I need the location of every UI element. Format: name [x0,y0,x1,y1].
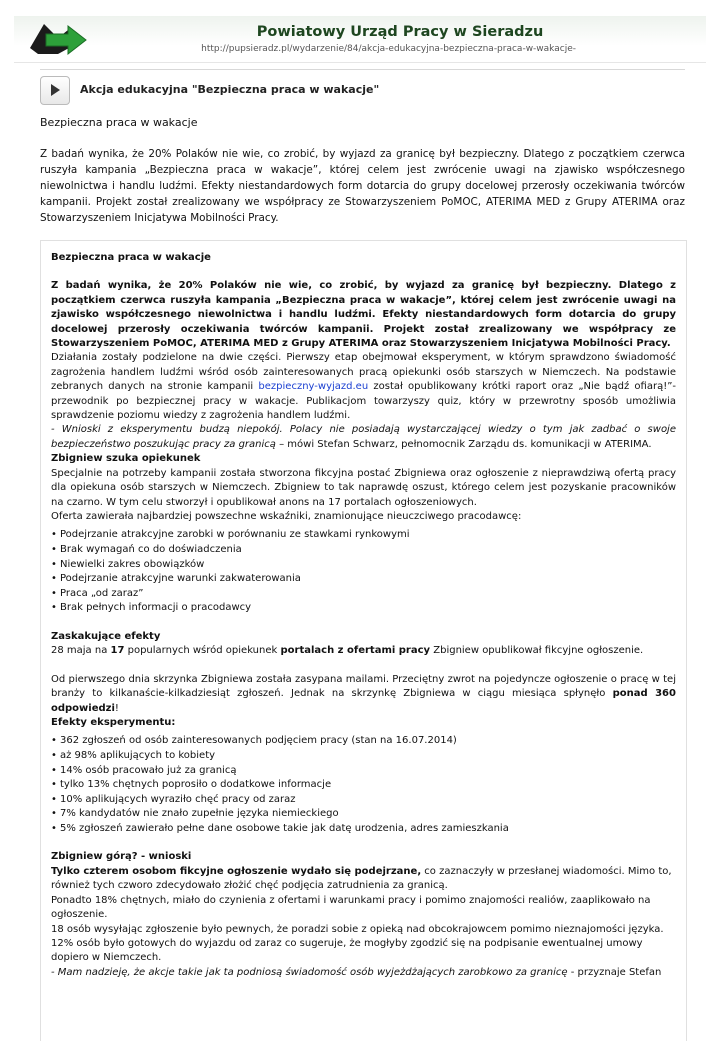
play-button[interactable] [40,76,70,105]
list-item: • tylko 13% chętnych poprosiło o dodatkowe informacje [51,778,676,793]
paragraph: Tylko czterem osobom fikcyjne ogłoszenie wydało się podejrzane, co zaznaczyły w przesłanej wiadomości. Mimo to, również tych czworo zdecydowało złożić chęć podjęcia zatrudnienia za granicą. [51,865,672,892]
list-item: • Podejrzanie atrakcyjne zarobki w porównaniu ze stawkami rynkowymi [51,528,676,543]
paragraph: 12% osób było gotowych do wyjazdu od zaraz co sugeruje, że mogłyby zgodzić się na podpisanie ewentualnej umowy dopiero w Niemczech. [51,937,643,964]
article-title: Akcja edukacyjna "Bezpieczna praca w wakacje" [80,83,380,96]
list-item: • 7% kandydatów nie znało zupełnie języka niemieckiego [51,807,676,822]
section-heading: Efekty eksperymentu: [51,716,176,728]
quote: - Mam nadzieję, że akcje takie jak ta podniosą świadomość osób wyjeżdżających zarobkowo za granicę - przyznaje Stefan [51,966,662,978]
list-item: • aż 98% aplikujących to kobiety [51,749,676,764]
article-content-box [40,240,687,1041]
site-title: Powiatowy Urząd Pracy w Sieradzu [256,24,544,40]
quote: - Wnioski z eksperymentu budzą niepokój. Polacy nie posiadają wystarczającej wiedzy o tym jak zadbać o swoje bezpieczeństwo poszukując pracy za granicą – mówi Stefan Schwarz, pełnomocnik Zarządu ds. komunikacji w ATERIMA. [51,424,676,450]
paragraph: 18 osób wysyłając zgłoszenie było pewnych, że poradzi sobie z opieką nad obcokrajowcem pomimo nieznajomości języka. [51,923,664,935]
paragraph: Działania zostały podzielone na dwie części. Pierwszy etap obejmował eksperyment, w którym sprawdzono świadomość zagrożenia handlem ludźmi wśród osób zainteresowanych pracą opiekunki osób starszych w Niemczech. Na podstawie zebranych danych na stronie kampanii bezpieczny-wyjazd.eu został opublikowany krótki raport oraz „Nie bądź ofiarą!”- przewodnik po bezpiecznej pracy w wakacje. Publikacjom towarzyszy quiz, który w przewrotny sposób umożliwia sprawdzenie poziomu wiedzy z zagrożenia handlem ludźmi. [51,352,676,422]
content-heading: Bezpieczna praca w wakacje [51,252,211,263]
paragraph: Oferta zawierała najbardziej powszechne wskaźniki, znamionujące nieuczciwego pracodawcę: [51,510,522,522]
paragraph: Specjalnie na potrzeby kampanii została stworzona fikcyjna postać Zbigniewa oraz ogłoszenie z nieprawdziwą ofertą pracy dla opiekuna osób starszych w Niemczech. Zbigniew to tak naprawdę oszust, którego celem jest pozyskanie pracowników na czarno. W tym celu stworzył i opublikował anons na 17 portalach ogłoszeniowych. [51,467,676,508]
list-item: • 5% zgłoszeń zawierało pełne dane osobowe takie jak datę urodzenia, adres zamieszkania [51,822,676,837]
article-lead: Z badań wynika, że 20% Polaków nie wie, co zrobić, by wyjazd za granicę był bezpieczny. Dlatego z początkiem czerwca ruszyła kampania „Bezpieczna praca w wakacje”, której celem jest zwrócenie uwagi na zjawisko współczesnego niewolnictwa i handlu ludźmi. Efekty niestandardowych form dotarcia do grupy docelowej przerosły oczekiwania twórców kampanii. Projekt został zrealizowany we współpracy ze Stowarzyszeniem PoMOC, ATERIMA MED z Grupy ATERIMA oraz Stowarzyszeniem Inicjatywa Mobilności Pracy. [40,148,685,224]
site-header [14,16,706,63]
section-heading: Zbigniew szuka opiekunek [51,453,201,465]
list-item: • 362 zgłoszeń od osób zainteresowanych podjęciem pracy (stan na 16.07.2014) [51,734,676,749]
play-icon [50,84,60,96]
list-item: • Podejrzanie atrakcyjne warunki zakwaterowania [51,572,676,587]
bullet-list [51,528,676,616]
campaign-link[interactable]: bezpieczny-wyjazd.eu [258,381,369,393]
list-item: • 14% osób pracowało już za granicą [51,764,676,779]
list-item: • Niewielki zakres obowiązków [51,558,676,573]
bullet-list [51,734,676,836]
list-item: • Praca „od zaraz” [51,587,676,602]
page-url: http://pupsieradz.pl/wydarzenie/84/akcja-edukacyjna-bezpieczna-praca-w-wakacje- [201,44,576,54]
paragraph: 28 maja na 17 popularnych wśród opiekunek portalach z ofertami pracy Zbigniew opublikował fikcyjne ogłoszenie. [51,645,644,657]
paragraph: Od pierwszego dnia skrzynka Zbigniewa została zasypana mailami. Przeciętny zwrot na pojedyncze ogłoszenie o pracę w tej branży to kilkanaście-kilkadziesiąt zgłoszeń. Jednak na skrzynkę Zbigniewa w ciągu miesiąca spłynęło ponad 360 odpowiedzi! [51,673,676,714]
arrow-logo-icon[interactable] [28,18,88,56]
divider [40,69,685,70]
article-subtitle: Bezpieczna praca w wakacje [40,116,198,129]
list-item: • Brak wymagań co do doświadczenia [51,543,676,558]
intro-paragraph: Z badań wynika, że 20% Polaków nie wie, co zrobić, by wyjazd za granicę był bezpieczny. Dlatego z początkiem czerwca ruszyła kampania „Bezpieczna praca w wakacje”, której celem jest zwrócenie uwagi na zjawisko współczesnego niewolnictwa i handlu ludźmi. Efekty niestandardowych form dotarcia do grupy docelowej przerosły oczekiwania twórców kampanii. Projekt został zrealizowany we współpracy ze Stowarzyszeniem PoMOC, ATERIMA MED z Grupy ATERIMA oraz Stowarzyszeniem Inicjatywa Mobilności Pracy. [51,280,676,350]
section-heading: Zaskakujące efekty [51,630,161,642]
paragraph: Ponadto 18% chętnych, miało do czynienia z ofertami i warunkami pracy i pomimo znajomości realiów, zaaplikowało na ogłoszenie. [51,894,651,921]
list-item: • Brak pełnych informacji o pracodawcy [51,601,676,616]
section-heading: Zbigniew górą? - wnioski [51,851,192,863]
list-item: • 10% aplikujących wyraziło chęć pracy od zaraz [51,793,676,808]
